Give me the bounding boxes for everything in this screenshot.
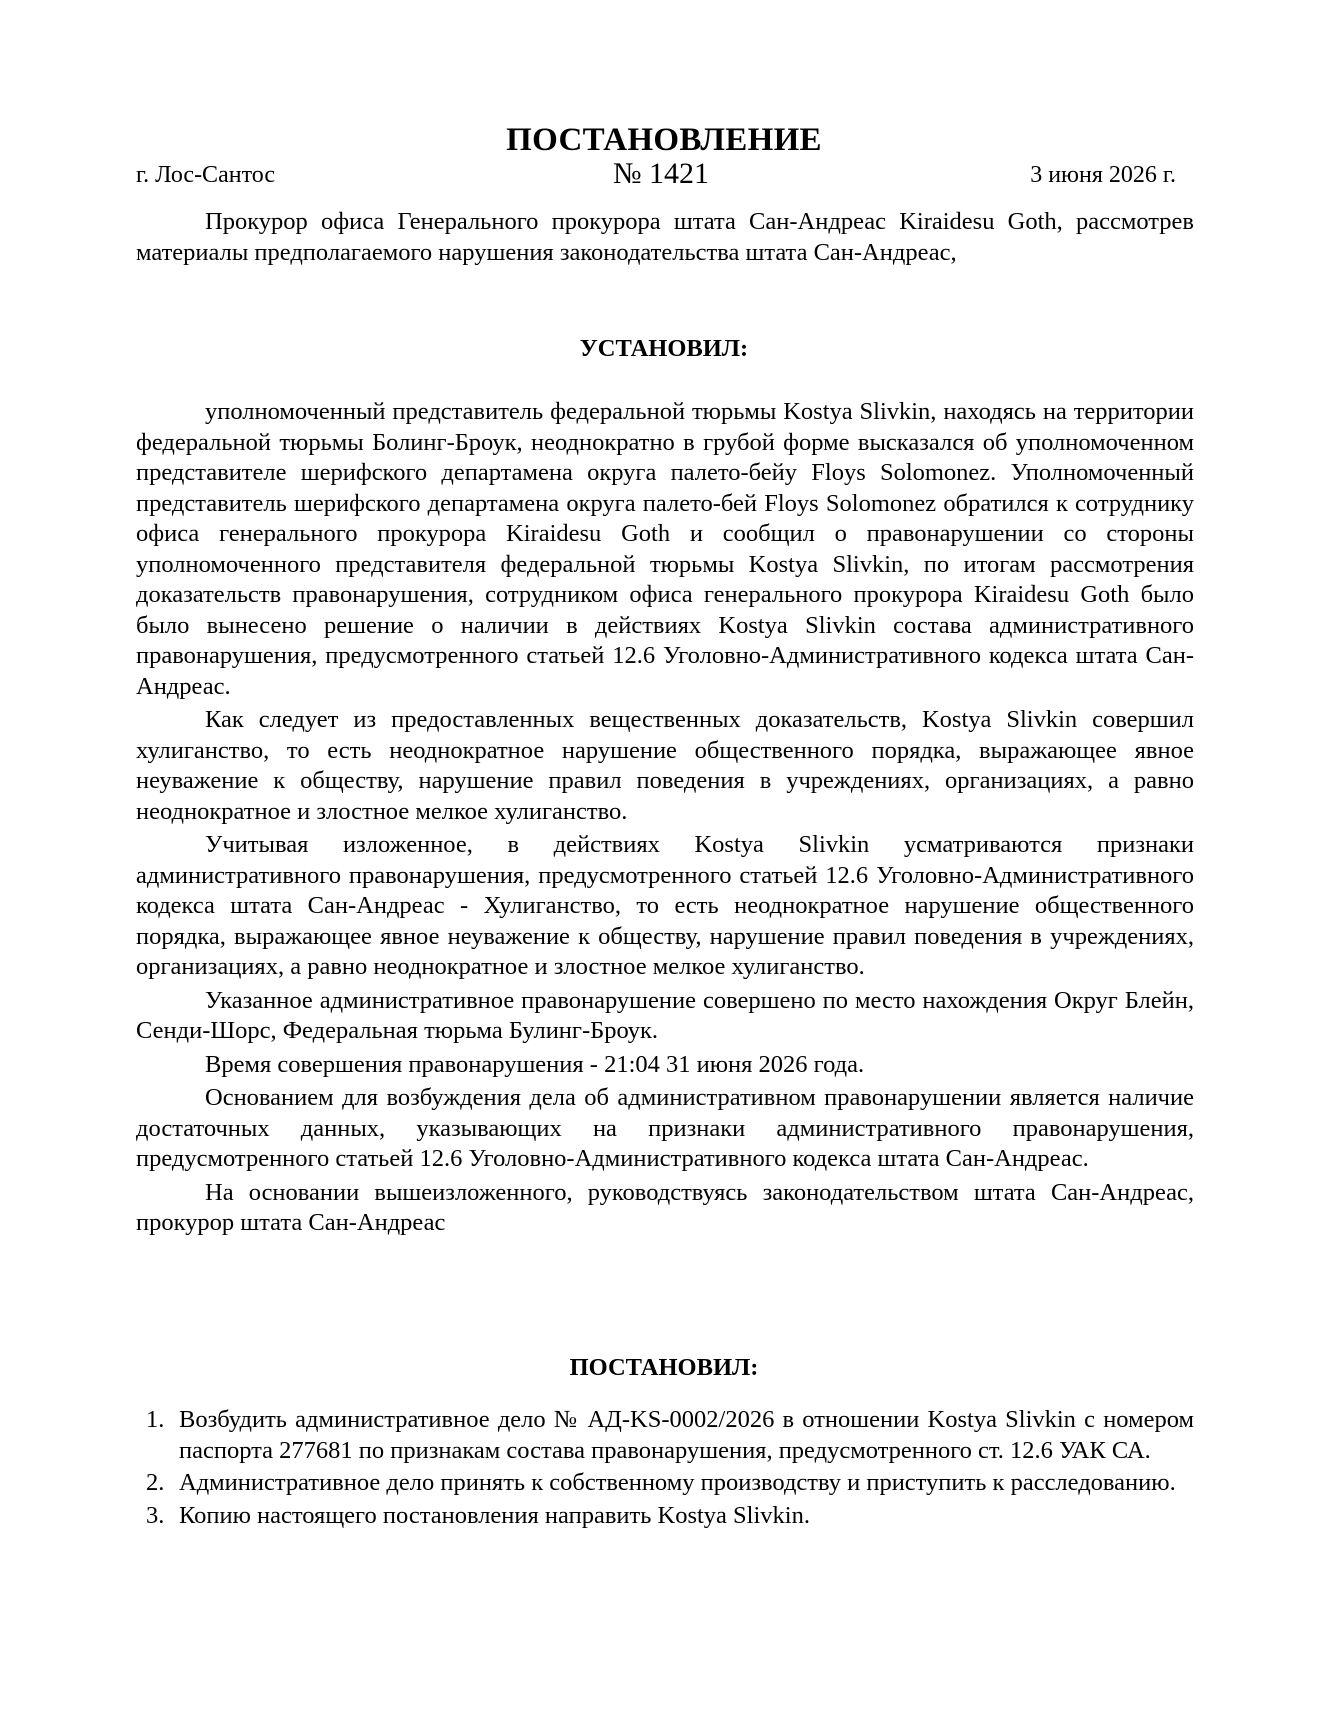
- resolution-item: [136, 1468, 1194, 1499]
- resolved-heading: ПОСТАНОВИЛ:: [569, 1354, 759, 1381]
- document-header: [136, 156, 1194, 196]
- city: г. Лос-Сантос: [136, 162, 275, 188]
- finding-paragraph: Основанием для возбуждения дела об административном правонарушении является наличие достаточных данных, указывающих на признаки административного правонарушения, предусмотренного статьей 12.6 Уголовно-Административного кодекса штата Сан-Андреас.: [136, 1084, 1194, 1172]
- resolution-text: Копию настоящего постановления направить Kostya Slivkin.: [179, 1501, 810, 1529]
- resolution-item: [136, 1501, 1194, 1532]
- established-heading: УСТАНОВИЛ:: [579, 335, 749, 362]
- resolution-item: [136, 1405, 1194, 1466]
- resolution-text: Административное дело принять к собственному производству и приступить к расследованию.: [179, 1469, 1176, 1496]
- resolution-number: 2.: [146, 1469, 165, 1496]
- finding-paragraph: На основании вышеизложенного, руководствуясь законодательством штата Сан-Андреас, прокурор штата Сан-Андреас: [136, 1178, 1194, 1236]
- resolution-number: 1.: [146, 1406, 165, 1433]
- finding-paragraph: Учитывая изложенное, в действиях Kostya Slivkin усматриваются признаки административного правонарушения, предусмотренного статьей 12.6 Уголовно-Административного кодекса штата Сан-Андреас - Хулиганство, то есть неоднократное нарушение общественного порядка, выражающее явное неуважение к обществу, нарушение правил поведения в учреждениях, организациях, а равно неоднократное и злостное мелкое хулиганство.: [136, 831, 1194, 980]
- finding-paragraph: Как следует из предоставленных вещественных доказательств, Kostya Slivkin совершил хулиганство, то есть неоднократное нарушение общественного порядка, выражающее явное неуважение к обществу, нарушение правил поведения в учреждениях, организациях, а равно неоднократное и злостное мелкое хулиганство.: [136, 706, 1194, 825]
- findings-block: [136, 397, 1194, 1239]
- resolutions-list: [136, 1405, 1194, 1533]
- document-date: 3 июня 2026 г.: [1030, 162, 1176, 188]
- document-title: ПОСТАНОВЛЕНИЕ: [506, 122, 822, 158]
- finding-paragraph: Время совершения правонарушения - 21:04 31 июня 2026 года.: [205, 1050, 865, 1078]
- document-number: № 1421: [612, 157, 710, 190]
- finding-paragraph: Указанное административное правонарушение совершено по место нахождения Округ Блейн, Сенди-Шорс, Федеральная тюрьма Булинг-Броук.: [136, 986, 1194, 1044]
- resolution-number: 3.: [146, 1501, 165, 1529]
- intro-block: [136, 207, 1194, 268]
- finding-paragraph: уполномоченный представитель федеральной тюрьмы Kostya Slivkin, находясь на территории федеральной тюрьмы Болинг-Броук, неоднократно в грубой форме высказался об уполномоченном представителе шерифского департамена округа палето-бейу Floys Solomonez. Уполномоченный представитель шерифского департамена округа палето-бей Floys Solomonez обратился к сотруднику офиса генерального прокурора Kiraidesu Goth и сообщил о правонарушении со стороны уполномоченного представителя федеральной тюрьмы Kostya Slivkin, по итогам рассмотрения доказательств правонарушения, сотрудником офиса генерального прокурора Kiraidesu Goth было было вынесено решение о наличии в действиях Kostya Slivkin состава административного правонарушения, предусмотренного статьей 12.6 Уголовно-Административного кодекса штата Сан-Андреас.: [136, 398, 1194, 700]
- intro-paragraph: Прокурор офиса Генерального прокурора штата Сан-Андреас Kiraidesu Goth, рассмотрев материалы предполагаемого нарушения законодательства штата Сан-Андреас,: [136, 208, 1194, 266]
- resolution-text: Возбудить административное дело № АД-KS-0002/2026 в отношении Kostya Slivkin с номером паспорта 277681 по признакам состава правонарушения, предусмотренного ст. 12.6 УАК СА.: [179, 1406, 1194, 1464]
